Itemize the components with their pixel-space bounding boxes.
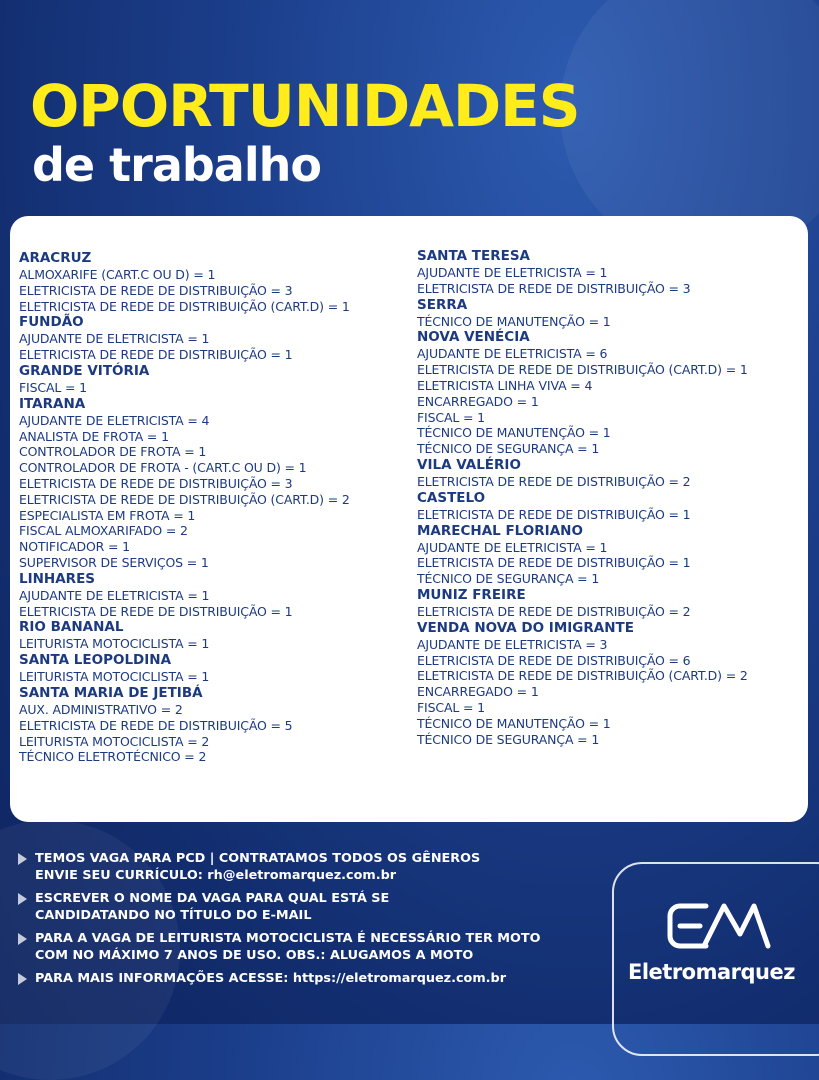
job-opening: AJUDANTE DE ELETRICISTA = 1	[417, 539, 608, 555]
job-opening: TÉCNICO DE SEGURANÇA = 1	[417, 571, 600, 587]
logo-frame	[612, 862, 819, 1056]
city-heading: GRANDE VITÓRIA	[19, 362, 150, 379]
job-opening: ELETRICISTA DE REDE DE DISTRIBUIÇÃO (CART.D) = 1	[417, 362, 748, 378]
city-heading: LINHARES	[19, 570, 96, 587]
job-opening: LEITURISTA MOTOCICLISTA = 1	[19, 669, 210, 685]
job-opening: ELETRICISTA DE REDE DE DISTRIBUIÇÃO (CART.D) = 2	[417, 668, 748, 684]
job-opening: ANALISTA DE FROTA = 1	[19, 428, 169, 444]
job-list-card	[10, 216, 808, 822]
job-opening: CONTROLADOR DE FROTA = 1	[19, 444, 207, 460]
job-opening: ELETRICISTA DE REDE DE DISTRIBUIÇÃO = 2	[417, 603, 691, 619]
eletromarquez-logo-icon	[666, 898, 776, 954]
city-heading: RIO BANANAL	[19, 619, 124, 636]
city-heading: SANTA TERESA	[417, 248, 530, 264]
city-heading: MUNIZ FREIRE	[417, 586, 526, 603]
page-title: OPORTUNIDADES	[30, 72, 580, 140]
city-heading: FUNDÃO	[19, 314, 84, 331]
job-opening: ELETRICISTA DE REDE DE DISTRIBUIÇÃO = 6	[417, 652, 691, 668]
arrow-icon	[18, 973, 27, 985]
city-heading: VENDA NOVA DO IMIGRANTE	[417, 619, 634, 636]
job-opening: TÉCNICO DE SEGURANÇA = 1	[417, 731, 600, 747]
job-opening: AUX. ADMINISTRATIVO = 2	[19, 701, 183, 717]
job-opening: AJUDANTE DE ELETRICISTA = 4	[19, 412, 210, 428]
job-opening: ELETRICISTA DE REDE DE DISTRIBUIÇÃO = 2	[417, 473, 691, 489]
job-opening: ALMOXARIFE (CART.C OU D) = 1	[19, 267, 216, 282]
footer-pcd-block	[18, 850, 598, 884]
job-opening: ELETRICISTA DE REDE DE DISTRIBUIÇÃO = 5	[19, 717, 293, 733]
job-opening: AJUDANTE DE ELETRICISTA = 1	[19, 331, 210, 347]
job-opening: TÉCNICO DE MANUTENÇÃO = 1	[417, 715, 611, 731]
page-subtitle: de trabalho	[32, 138, 321, 192]
footer-note-line: CANDIDATANDO NO TÍTULO DO E-MAIL	[35, 908, 312, 923]
job-opening: ESPECIALISTA EM FROTA = 1	[19, 507, 196, 523]
job-opening: TÉCNICO DE SEGURANÇA = 1	[417, 441, 600, 457]
city-heading: MARECHAL FLORIANO	[417, 522, 583, 539]
brand-name: Eletromarquez	[628, 960, 795, 984]
city-heading: SANTA LEOPOLDINA	[19, 652, 172, 669]
job-opening: ELETRICISTA DE REDE DE DISTRIBUIÇÃO = 1	[417, 555, 691, 571]
job-opening: LEITURISTA MOTOCICLISTA = 1	[19, 636, 210, 652]
pcd-line: TEMOS VAGA PARA PCD | CONTRATAMOS TODOS OS GÊNEROS	[35, 851, 481, 866]
job-opening: ELETRICISTA LINHA VIVA = 4	[417, 377, 593, 393]
job-opening: LEITURISTA MOTOCICLISTA = 2	[19, 733, 210, 749]
job-opening: ELETRICISTA DE REDE DE DISTRIBUIÇÃO = 1	[19, 347, 293, 363]
job-opening: ELETRICISTA DE REDE DE DISTRIBUIÇÃO (CART.D) = 1	[19, 298, 350, 314]
job-opening: SUPERVISOR DE SERVIÇOS = 1	[19, 554, 209, 570]
job-opening: FISCAL ALMOXARIFADO = 2	[19, 523, 188, 539]
job-opening: ELETRICISTA DE REDE DE DISTRIBUIÇÃO (CART.D) = 2	[19, 491, 350, 507]
job-opening: AJUDANTE DE ELETRICISTA = 3	[417, 636, 608, 652]
footer-notes	[18, 890, 598, 987]
city-heading: SANTA MARIA DE JETIBÁ	[19, 684, 203, 701]
job-opening: CONTROLADOR DE FROTA - (CART.C OU D) = 1	[19, 460, 307, 476]
footer-note-line: COM NO MÁXIMO 7 ANOS DE USO. OBS.: ALUGAMOS A MOTO	[35, 948, 474, 963]
job-opening: ELETRICISTA DE REDE DE DISTRIBUIÇÃO = 3	[19, 475, 293, 491]
arrow-icon	[18, 853, 27, 865]
job-opening: ENCARREGADO = 1	[417, 684, 539, 700]
city-heading: VILA VALÉRIO	[417, 456, 521, 473]
footer-note	[18, 970, 598, 987]
job-opening: ELETRICISTA DE REDE DE DISTRIBUIÇÃO = 1	[19, 603, 293, 619]
job-opening: TÉCNICO DE MANUTENÇÃO = 1	[417, 313, 611, 329]
job-opening: FISCAL = 1	[19, 379, 87, 395]
footer-note	[18, 930, 598, 964]
job-opening: FISCAL = 1	[417, 699, 485, 715]
job-opening: ELETRICISTA DE REDE DE DISTRIBUIÇÃO = 3	[417, 280, 691, 296]
city-heading: ARACRUZ	[19, 250, 92, 266]
city-heading: CASTELO	[417, 489, 486, 506]
job-opening: ELETRICISTA DE REDE DE DISTRIBUIÇÃO = 3	[19, 282, 293, 298]
arrow-icon	[18, 893, 27, 905]
cv-line: ENVIE SEU CURRÍCULO: rh@eletromarquez.com.br	[35, 868, 397, 883]
job-opening: AJUDANTE DE ELETRICISTA = 1	[417, 265, 608, 280]
city-heading: NOVA VENÉCIA	[417, 329, 530, 346]
job-opening: ELETRICISTA DE REDE DE DISTRIBUIÇÃO = 1	[417, 506, 691, 522]
footer-note-line: PARA MAIS INFORMAÇÕES ACESSE: https://eletromarquez.com.br	[35, 971, 507, 986]
footer-note	[18, 890, 598, 924]
job-opening: FISCAL = 1	[417, 409, 485, 425]
job-opening: TÉCNICO ELETROTÉCNICO = 2	[19, 749, 207, 765]
job-opening: TÉCNICO DE MANUTENÇÃO = 1	[417, 425, 611, 441]
footer-note-line: ESCREVER O NOME DA VAGA PARA QUAL ESTÁ SE	[35, 891, 390, 906]
footer-info	[18, 850, 598, 993]
job-opening: ENCARREGADO = 1	[417, 393, 539, 409]
job-column-right	[417, 248, 748, 822]
job-opening: AJUDANTE DE ELETRICISTA = 1	[19, 587, 210, 603]
city-heading: SERRA	[417, 296, 468, 313]
arrow-icon	[18, 933, 27, 945]
job-opening: AJUDANTE DE ELETRICISTA = 6	[417, 346, 608, 362]
job-column-left	[19, 250, 417, 822]
city-heading: ITARANA	[19, 395, 86, 412]
footer-note-line: PARA A VAGA DE LEITURISTA MOTOCICLISTA É NECESSÁRIO TER MOTO	[35, 931, 541, 946]
job-opening: NOTIFICADOR = 1	[19, 539, 130, 555]
